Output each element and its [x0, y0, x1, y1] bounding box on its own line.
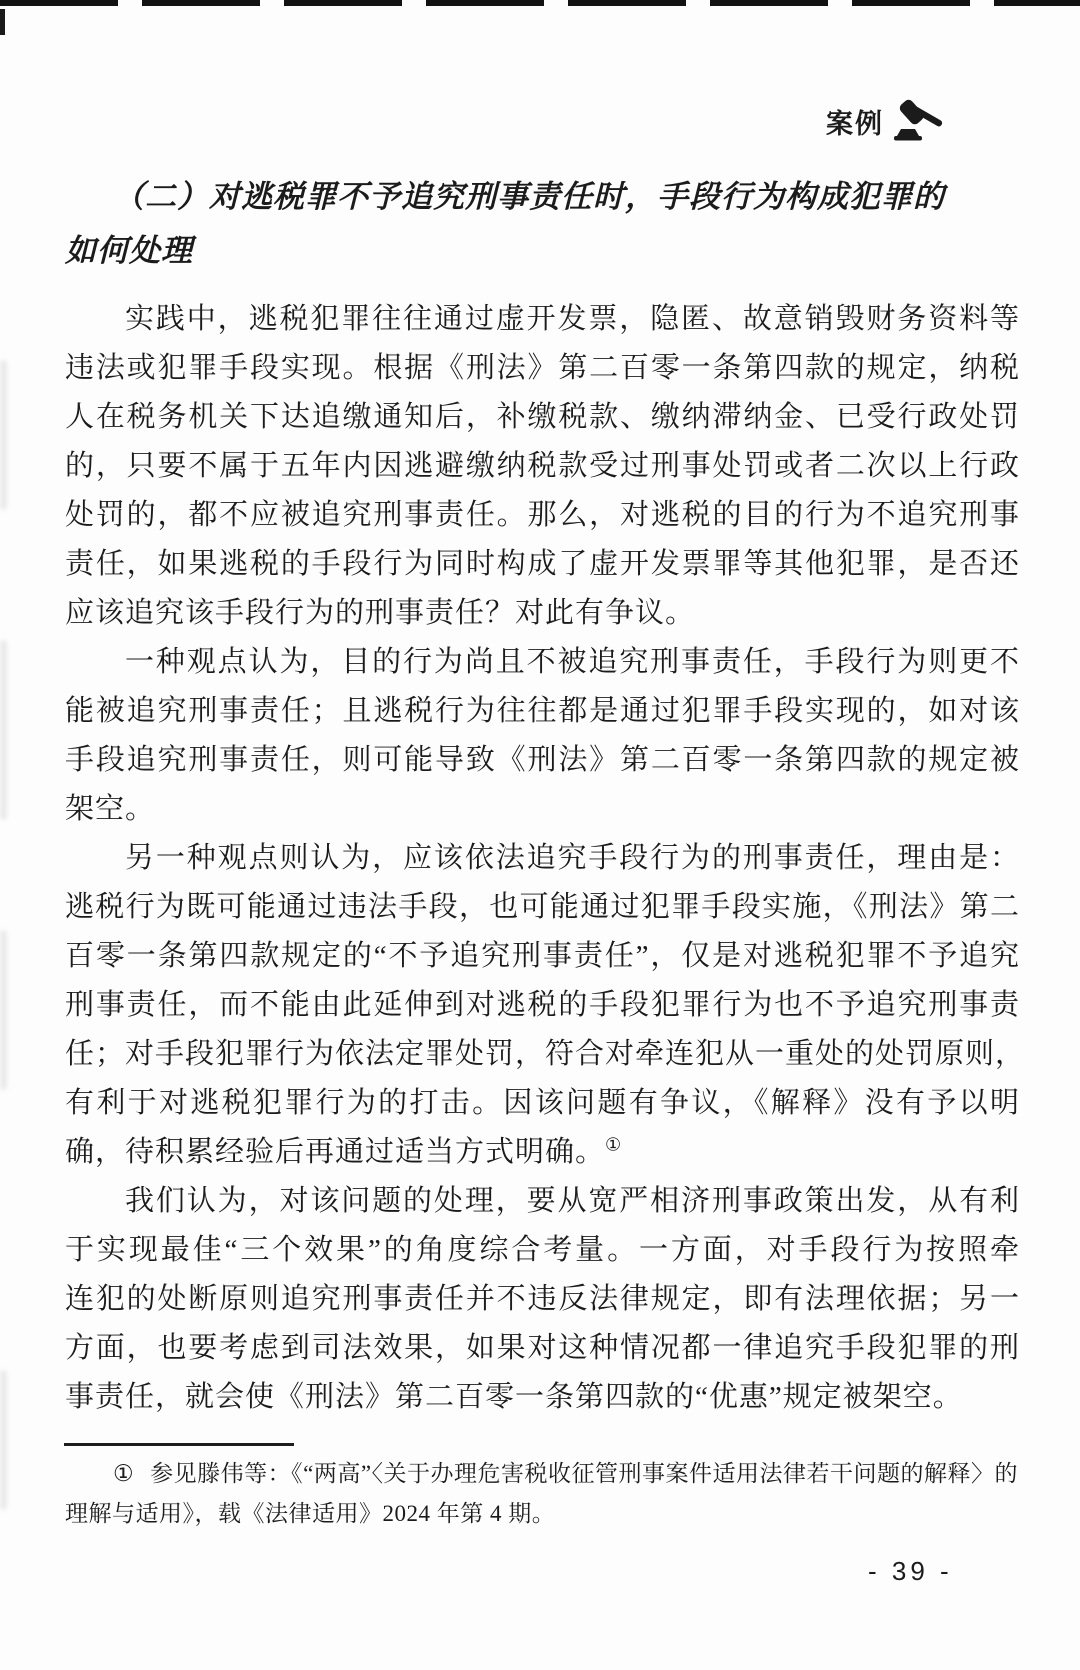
body-line: 刑事责任，而不能由此延伸到对逃税的手段犯罪行为也不予追究刑事责 — [65, 989, 1020, 1021]
body-text — [65, 295, 1026, 1422]
body-line: 人在税务机关下达追缴通知后，补缴税款、缴纳滞纳金、已受行政处罚 — [65, 401, 1020, 433]
body-line: 违法或犯罪手段实现。根据《刑法》第二百零一条第四款的规定，纳税 — [65, 352, 1020, 384]
body-line: 连犯的处断原则追究刑事责任并不违反法律规定，即有法理依据；另一 — [65, 1283, 1020, 1315]
footnote-ref: ① — [605, 1134, 623, 1155]
section-title — [65, 170, 1023, 278]
page-header — [826, 99, 948, 143]
footnote-line: 理解与适用》，载《法律适用》2024 年第 4 期。 — [65, 1501, 556, 1526]
body-line: 能被追究刑事责任；且逃税行为往往都是通过犯罪手段实现的，如对该 — [65, 695, 1020, 727]
page-number: - 39 - — [868, 1556, 953, 1586]
body-line: 责任，如果逃税的手段行为同时构成了虚开发票罪等其他犯罪，是否还 — [65, 548, 1020, 580]
body-line: 我们认为，对该问题的处理，要从宽严相济刑事政策出发，从有利 — [125, 1185, 1020, 1217]
body-line: 一种观点认为，目的行为尚且不被追究刑事责任，手段行为则更不 — [125, 646, 1020, 678]
body-line: 逃税行为既可能通过违法手段，也可能通过犯罪手段实施，《刑法》第二 — [65, 891, 1020, 923]
section-title-line1: （二）对逃税罪不予追究刑事责任时，手段行为构成犯罪的 — [113, 179, 945, 214]
binding-smudge — [0, 360, 7, 510]
body-line: 应该追究该手段行为的刑事责任？对此有争议。 — [65, 597, 696, 629]
header-label: 案例 — [826, 108, 884, 139]
footnote-marker: ① — [113, 1461, 135, 1486]
scan-artifact-top — [0, 0, 1080, 6]
binding-smudge — [0, 1370, 7, 1510]
body-line: 任；对手段犯罪行为依法定罪处罚，符合对牵连犯从一重处的处罚原则， — [65, 1038, 1026, 1070]
section-title-line2: 如何处理 — [65, 233, 193, 268]
body-line: 有利于对逃税犯罪行为的打击。因该问题有争议，《解释》没有予以明 — [65, 1087, 1020, 1119]
body-line: 另一种观点则认为，应该依法追究手段行为的刑事责任，理由是： — [125, 842, 1020, 874]
footnote-text: 参见滕伟等：《“两高”〈关于办理危害税收征管刑事案件适用法律若干问题的解释〉的 — [150, 1461, 1019, 1486]
binding-smudge — [0, 640, 7, 820]
body-line: 于实现最佳“三个效果”的角度综合考量。一方面，对手段行为按照牵 — [65, 1234, 1020, 1266]
scan-artifact-left — [0, 9, 5, 35]
footnote-separator — [64, 1443, 294, 1446]
body-line — [65, 1128, 1020, 1177]
footnote-line — [65, 1454, 1020, 1494]
body-line: 事责任，就会使《刑法》第二百零一条第四款的“优惠”规定被架空。 — [65, 1381, 963, 1413]
body-line: 处罚的，都不应被追究刑事责任。那么，对逃税的目的行为不追究刑事 — [65, 499, 1020, 531]
body-line: 手段追究刑事责任，则可能导致《刑法》第二百零一条第四款的规定被 — [65, 744, 1020, 776]
footnote — [65, 1454, 1020, 1534]
body-line: 百零一条第四款规定的“不予追究刑事责任”，仅是对逃税犯罪不予追究 — [65, 940, 1020, 972]
body-line: 架空。 — [65, 793, 156, 825]
body-line-text: 确，待积累经验后再通过适当方式明确。 — [65, 1136, 606, 1168]
gavel-icon — [892, 99, 948, 143]
body-line: 的，只要不属于五年内因逃避缴纳税款受过刑事处罚或者二次以上行政 — [65, 450, 1020, 482]
body-line: 方面，也要考虑到司法效果，如果对这种情况都一律追究手段犯罪的刑 — [65, 1332, 1020, 1364]
body-line: 实践中，逃税犯罪往往通过虚开发票，隐匿、故意销毁财务资料等 — [125, 303, 1020, 335]
binding-smudge — [0, 930, 7, 1090]
